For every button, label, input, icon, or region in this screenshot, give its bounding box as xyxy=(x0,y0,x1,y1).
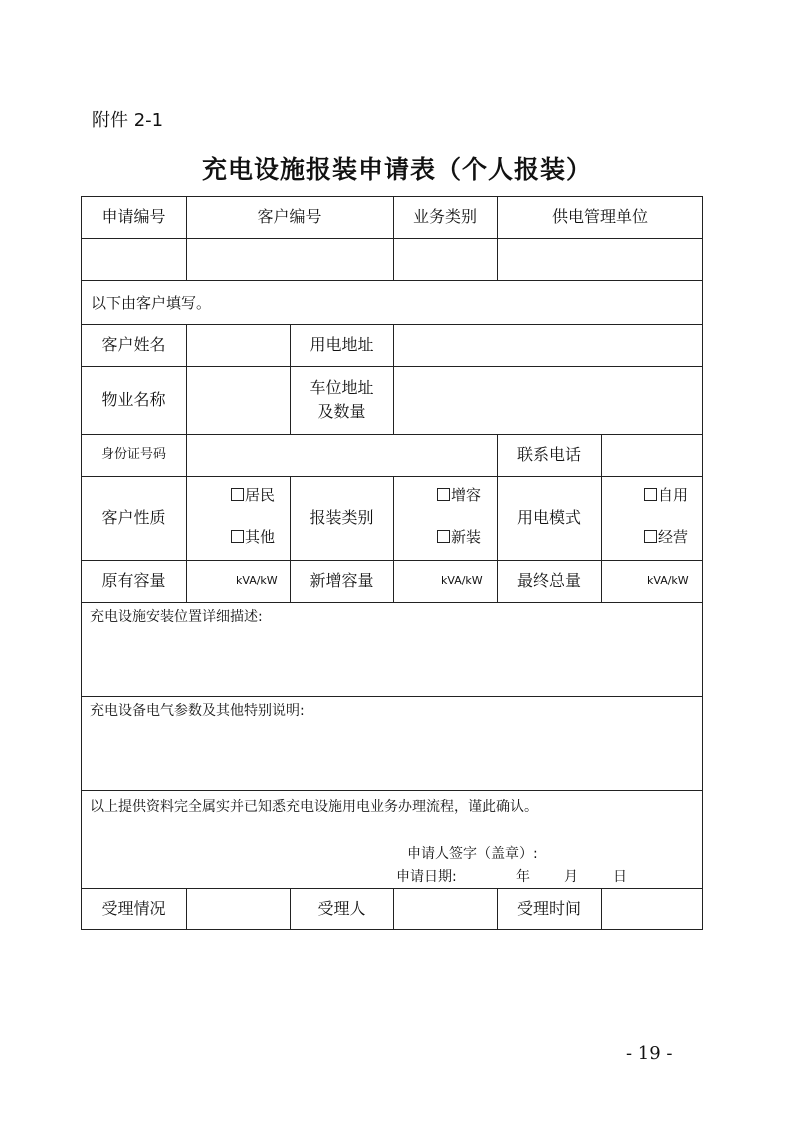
parking-label-line2: 及数量 xyxy=(317,402,366,421)
date-month: 月 xyxy=(564,869,578,885)
resident-checkbox[interactable]: 居民 xyxy=(231,484,275,505)
self-use-checkbox[interactable]: 自用 xyxy=(644,484,688,505)
orig-capacity-label: 原有容量 xyxy=(101,571,166,590)
equipment-params-field[interactable] xyxy=(82,724,702,788)
new-capacity-unit: kVA/kW xyxy=(441,574,483,587)
property-name-label: 物业名称 xyxy=(101,390,166,409)
status-label: 受理情况 xyxy=(101,899,166,918)
apply-type-label: 报装类别 xyxy=(309,508,374,527)
date-label: 申请日期: xyxy=(396,869,457,885)
orig-capacity-unit: kVA/kW xyxy=(236,574,278,587)
parking-label-line1: 车位地址 xyxy=(309,378,374,397)
phone-field[interactable] xyxy=(601,434,703,476)
phone-label: 联系电话 xyxy=(516,445,581,464)
property-name-field[interactable] xyxy=(186,366,290,434)
date-year: 年 xyxy=(516,869,530,885)
header-supply-unit: 供电管理单位 xyxy=(551,207,648,226)
attachment-label: 附件 2-1 xyxy=(92,110,164,131)
parking-label xyxy=(290,366,393,434)
checkbox-square-icon xyxy=(644,530,657,543)
new-install-checkbox[interactable]: 新装 xyxy=(437,526,481,547)
application-no-field[interactable] xyxy=(81,238,186,280)
checkbox-square-icon xyxy=(437,488,450,501)
checkbox-square-icon xyxy=(231,488,244,501)
page-title: 充电设施报装申请表（个人报装） xyxy=(201,155,592,184)
checkbox-square-icon xyxy=(644,488,657,501)
header-business-type: 业务类别 xyxy=(412,207,477,226)
supply-unit-field[interactable] xyxy=(497,238,703,280)
header-application-no: 申请编号 xyxy=(101,207,166,226)
business-use-checkbox[interactable]: 经营 xyxy=(644,526,688,547)
other-checkbox[interactable]: 其他 xyxy=(231,526,275,547)
declaration-statement: 以上提供资料完全属实并已知悉充电设施用电业务办理流程，谨此确认。 xyxy=(90,799,538,815)
status-field[interactable] xyxy=(186,888,290,930)
receive-time-field[interactable] xyxy=(601,888,703,930)
checkbox-square-icon xyxy=(437,530,450,543)
install-location-label: 充电设施安装位置详细描述: xyxy=(90,609,263,625)
increase-checkbox[interactable]: 增容 xyxy=(437,484,481,505)
id-number-label: 身份证号码 xyxy=(100,447,166,462)
power-mode-label: 用电模式 xyxy=(516,508,581,527)
final-total-label: 最终总量 xyxy=(516,571,581,590)
page-number: - 19 - xyxy=(626,1043,673,1064)
signature-label: 申请人签字（盖章）: xyxy=(407,846,538,862)
customer-nature-label: 客户性质 xyxy=(101,508,166,527)
checkbox-square-icon xyxy=(231,530,244,543)
final-total-unit: kVA/kW xyxy=(647,574,689,587)
business-type-field[interactable] xyxy=(393,238,497,280)
customer-name-label: 客户姓名 xyxy=(101,335,166,354)
equipment-params-label: 充电设备电气参数及其他特别说明: xyxy=(90,703,305,719)
new-capacity-label: 新增容量 xyxy=(309,571,374,590)
receive-time-label: 受理时间 xyxy=(516,899,581,918)
date-day: 日 xyxy=(613,869,627,885)
customer-fill-note: 以下由客户填写。 xyxy=(91,293,212,312)
id-number-field[interactable] xyxy=(186,434,497,476)
header-customer-no: 客户编号 xyxy=(257,207,322,226)
receiver-label: 受理人 xyxy=(317,899,366,918)
parking-field[interactable] xyxy=(393,366,703,434)
install-location-field[interactable] xyxy=(82,630,702,694)
power-address-label: 用电地址 xyxy=(309,335,374,354)
receiver-field[interactable] xyxy=(393,888,497,930)
power-address-field[interactable] xyxy=(393,324,703,366)
customer-name-field[interactable] xyxy=(186,324,290,366)
customer-no-field[interactable] xyxy=(186,238,393,280)
